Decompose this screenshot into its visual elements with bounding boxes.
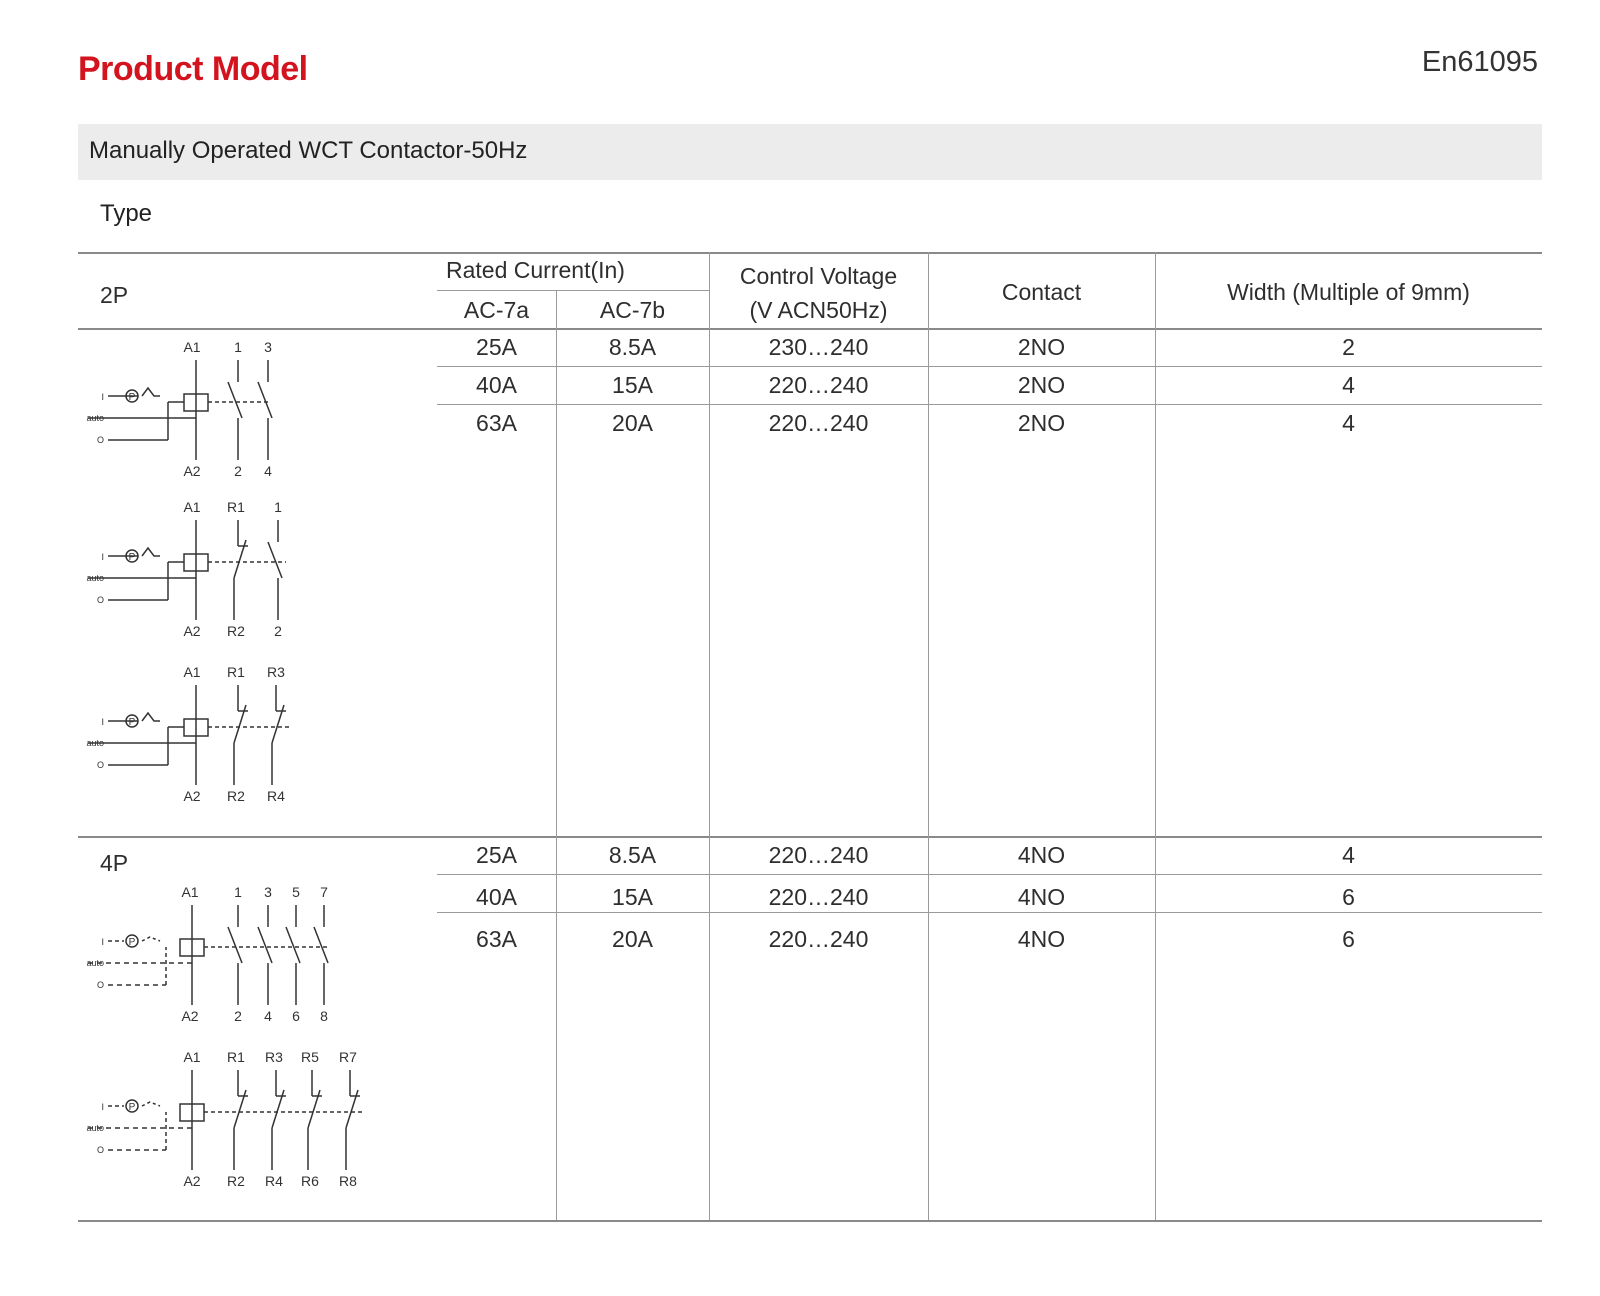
subtitle-bar <box>78 124 1542 180</box>
diagram-label: 2 <box>234 1008 242 1024</box>
group-label-4p: 4P <box>100 850 129 876</box>
table-top-border <box>78 252 1542 254</box>
wiring-diagram-2p-2no <box>80 340 320 490</box>
diagram-label: R5 <box>301 1049 319 1065</box>
diagram-label: A1 <box>183 664 201 680</box>
cell-width: 4 <box>1342 410 1355 436</box>
diagram-label: R1 <box>227 1049 245 1065</box>
switch-label-auto: auto <box>86 738 104 748</box>
diagram-label: R3 <box>265 1049 283 1065</box>
diagram-label: R4 <box>267 788 285 804</box>
cell-width: 6 <box>1342 926 1355 952</box>
cell-voltage: 220…240 <box>768 926 869 952</box>
diagram-label: 5 <box>292 884 300 900</box>
diagram-label: R2 <box>227 623 245 639</box>
diagram-label: 8 <box>320 1008 328 1024</box>
cell-ac7b: 8.5A <box>608 334 657 360</box>
diagram-label: A2 <box>181 1008 199 1024</box>
cell-ac7a: 63A <box>476 410 517 436</box>
switch-label-off: O <box>96 980 104 990</box>
cell-ac7b: 20A <box>612 926 653 952</box>
diagram-label: R7 <box>339 1049 357 1065</box>
page-title: Product Model <box>78 50 308 88</box>
switch-label-on: I <box>101 717 104 727</box>
cell-ac7a: 25A <box>476 842 517 868</box>
diagram-label: R3 <box>267 664 285 680</box>
switch-p-symbol: P <box>128 937 136 948</box>
rated-current-underline <box>437 290 709 291</box>
wiring-diagram-2p-1nc1no <box>80 500 320 650</box>
cell-ac7a: 40A <box>476 372 517 398</box>
standard-label: En61095 <box>1421 46 1538 78</box>
diagram-label: R1 <box>227 664 245 680</box>
diagram-label: R6 <box>301 1173 319 1189</box>
switch-p-symbol: P <box>128 1102 136 1113</box>
row-divider <box>437 874 1542 875</box>
header-control-voltage: Control Voltage <box>739 263 898 289</box>
group-label-2p: 2P <box>100 282 129 308</box>
table-bottom-border <box>78 1220 1542 1222</box>
diagram-label: 4 <box>264 463 272 479</box>
switch-label-off: O <box>96 595 104 605</box>
cell-width: 6 <box>1342 884 1355 910</box>
diagram-label: 2 <box>274 623 282 639</box>
wiring-diagram-4p-4no <box>80 885 380 1035</box>
cell-voltage: 220…240 <box>768 410 869 436</box>
cell-contact: 4NO <box>1017 884 1066 910</box>
diagram-label: 4 <box>264 1008 272 1024</box>
header-contact: Contact <box>1001 279 1082 305</box>
wiring-diagram-4p-4nc <box>80 1050 400 1200</box>
header-rated-current: Rated Current(In) <box>446 257 625 283</box>
cell-voltage: 220…240 <box>768 842 869 868</box>
switch-label-auto: auto <box>86 1123 104 1133</box>
switch-label-auto: auto <box>86 958 104 968</box>
switch-p-symbol: P <box>128 552 136 563</box>
diagram-label: 2 <box>234 463 242 479</box>
diagram-label: R4 <box>265 1173 283 1189</box>
row-divider <box>437 366 1542 367</box>
diagram-label: A2 <box>183 788 201 804</box>
cell-ac7a: 63A <box>476 926 517 952</box>
cell-ac7b: 8.5A <box>608 842 657 868</box>
diagram-label: R2 <box>227 1173 245 1189</box>
header-control-voltage-unit: (V ACN50Hz) <box>749 297 888 323</box>
header-width: Width (Multiple of 9mm) <box>1227 279 1470 305</box>
cell-contact: 4NO <box>1017 842 1066 868</box>
diagram-label: 7 <box>320 884 328 900</box>
row-divider <box>437 912 1542 913</box>
wiring-diagram-2p-2nc <box>80 665 320 815</box>
switch-p-symbol: P <box>128 717 136 728</box>
cell-width: 2 <box>1342 334 1355 360</box>
header-bottom-border <box>78 328 1542 330</box>
switch-label-off: O <box>96 760 104 770</box>
cell-ac7b: 20A <box>612 410 653 436</box>
cell-ac7b: 15A <box>612 884 653 910</box>
subtitle-text: Manually Operated WCT Contactor-50Hz <box>89 137 528 164</box>
type-label: Type <box>100 200 153 227</box>
diagram-label: 1 <box>234 339 242 355</box>
diagram-label: 1 <box>274 499 282 515</box>
switch-label-auto: auto <box>86 573 104 583</box>
switch-label-on: I <box>101 392 104 402</box>
diagram-label: A1 <box>183 339 201 355</box>
switch-label-off: O <box>96 1145 104 1155</box>
diagram-label: 3 <box>264 884 272 900</box>
cell-width: 4 <box>1342 372 1355 398</box>
header-ac7b: AC-7b <box>599 297 666 323</box>
cell-voltage: 230…240 <box>768 334 869 360</box>
cell-voltage: 220…240 <box>768 372 869 398</box>
row-divider <box>437 404 1542 405</box>
cell-contact: 2NO <box>1017 372 1066 398</box>
cell-contact: 2NO <box>1017 334 1066 360</box>
diagram-label: R1 <box>227 499 245 515</box>
diagram-label: A1 <box>181 884 199 900</box>
diagram-label: 1 <box>234 884 242 900</box>
diagram-label: R2 <box>227 788 245 804</box>
diagram-label: A2 <box>183 463 201 479</box>
cell-ac7a: 25A <box>476 334 517 360</box>
switch-label-on: I <box>101 937 104 947</box>
switch-label-auto: auto <box>86 413 104 423</box>
diagram-label: 3 <box>264 339 272 355</box>
cell-ac7b: 15A <box>612 372 653 398</box>
diagram-label: A2 <box>183 1173 201 1189</box>
diagram-label: A1 <box>183 1049 201 1065</box>
diagram-label: A1 <box>183 499 201 515</box>
cell-ac7a: 40A <box>476 884 517 910</box>
group-divider <box>78 836 1542 838</box>
diagram-label: A2 <box>183 623 201 639</box>
diagram-label: 6 <box>292 1008 300 1024</box>
cell-contact: 4NO <box>1017 926 1066 952</box>
diagram-label: R8 <box>339 1173 357 1189</box>
switch-p-symbol: P <box>128 392 136 403</box>
cell-contact: 2NO <box>1017 410 1066 436</box>
header-ac7a: AC-7a <box>463 297 530 323</box>
switch-label-on: I <box>101 1102 104 1112</box>
switch-label-off: O <box>96 435 104 445</box>
switch-label-on: I <box>101 552 104 562</box>
cell-voltage: 220…240 <box>768 884 869 910</box>
cell-width: 4 <box>1342 842 1355 868</box>
